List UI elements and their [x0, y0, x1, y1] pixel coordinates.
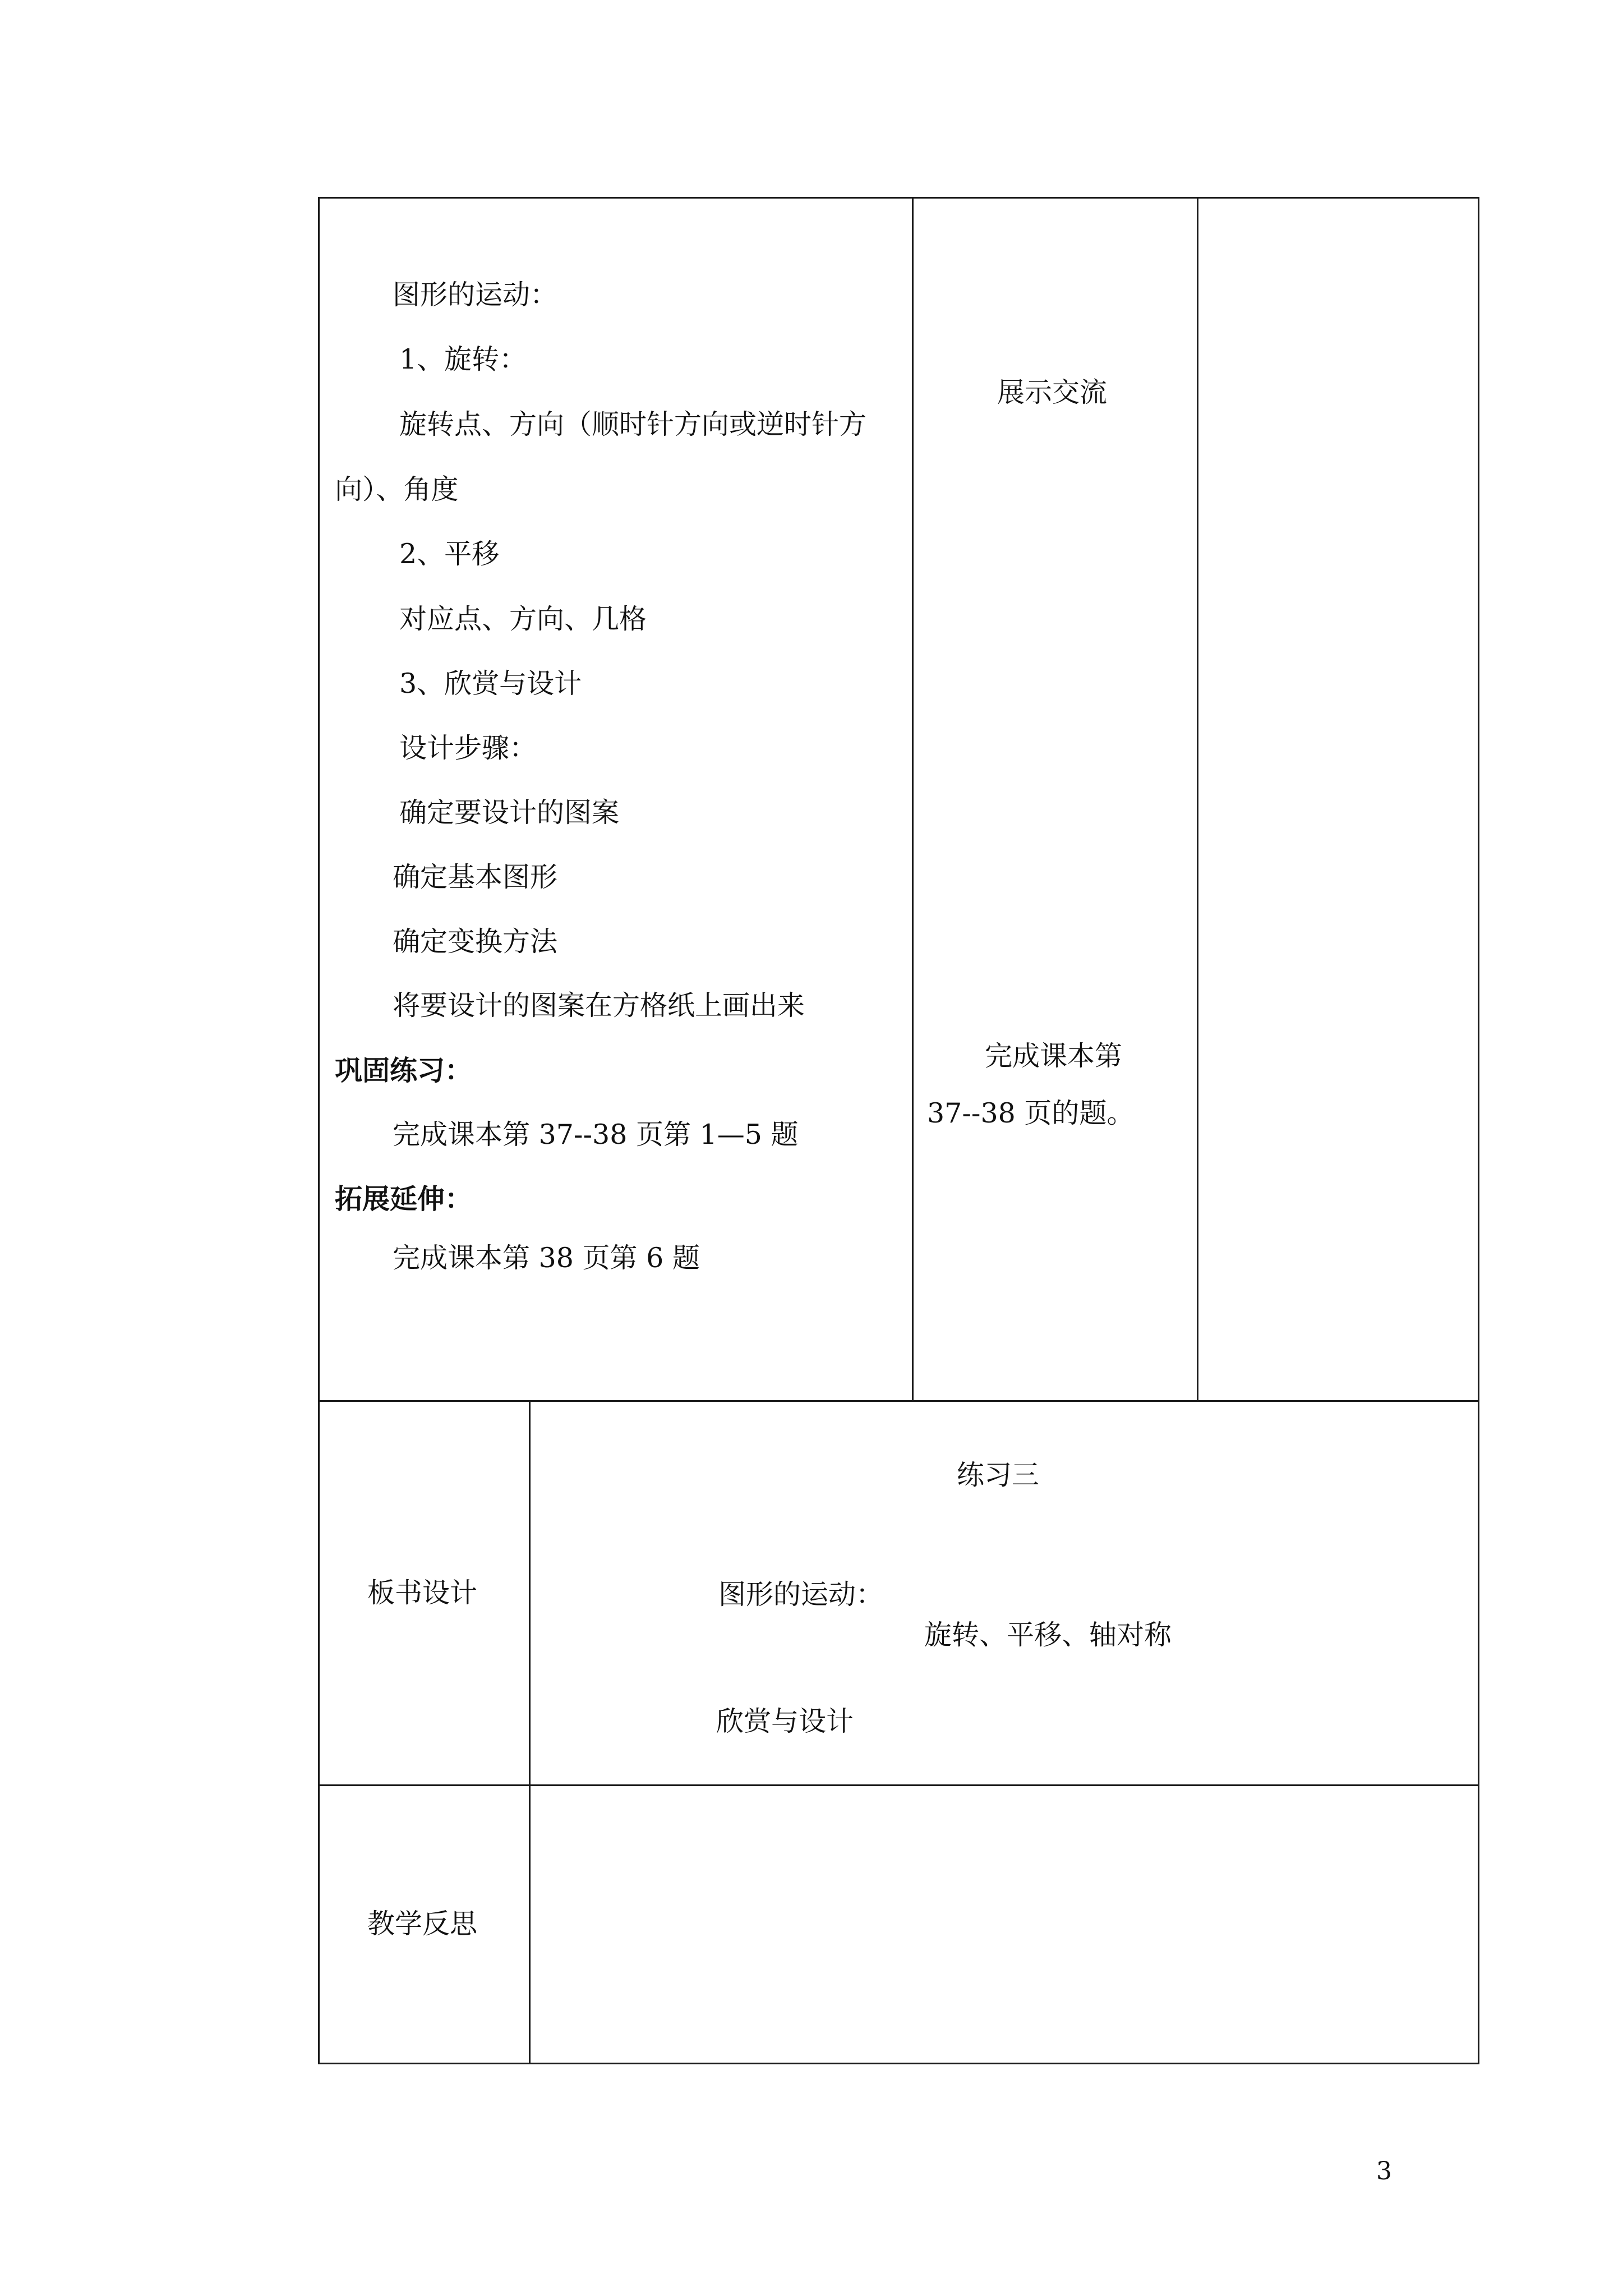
table-border-bottom [318, 2063, 1479, 2064]
design-step-2: 确定基本图形 [393, 861, 558, 893]
table-rule-board-divider [318, 1784, 1479, 1786]
extension-heading: 拓展延伸： [335, 1182, 473, 1215]
translation-title: 2、平移 [399, 538, 500, 570]
table-border-right [1478, 197, 1479, 2064]
showcase-text: 展示交流 [997, 376, 1108, 408]
reflection-label: 教学反思 [367, 1908, 478, 1940]
page-number: 3 [1376, 2157, 1392, 2185]
table-rule-col-activity [1197, 197, 1198, 1402]
table-border-top [318, 197, 1479, 199]
table-rule-col-label [529, 1400, 531, 2064]
rotation-detail-line2: 向）、角度 [335, 473, 459, 505]
translation-detail: 对应点、方向、几格 [399, 603, 647, 635]
rotation-title: 1、旋转： [399, 343, 527, 375]
design-step-1: 确定要设计的图案 [399, 797, 620, 829]
practice-text: 完成课本第 37--38 页第 1—5 题 [393, 1119, 799, 1151]
design-title: 3、欣赏与设计 [399, 668, 582, 700]
design-step-3: 确定变换方法 [393, 926, 558, 958]
board-topic: 图形的运动： [718, 1579, 884, 1611]
design-steps-label: 设计步骤： [399, 732, 537, 764]
table-rule-col-content [912, 197, 914, 1402]
rotation-detail-line1: 旋转点、方向（顺时针方向或逆时针方 [399, 408, 867, 440]
board-design-label: 板书设计 [367, 1577, 478, 1609]
content-heading: 图形的运动： [393, 279, 558, 311]
practice-heading: 巩固练习： [335, 1054, 473, 1087]
table-rule-section-divider [318, 1400, 1479, 1402]
board-items: 旋转、平移、轴对称 [924, 1619, 1172, 1651]
design-step-4: 将要设计的图案在方格纸上画出来 [393, 990, 805, 1022]
board-appreciation: 欣赏与设计 [716, 1705, 854, 1737]
homework-line2: 37--38 页的题。 [927, 1097, 1135, 1129]
board-title: 练习三 [957, 1459, 1040, 1491]
table-border-left [318, 197, 320, 2064]
extension-text: 完成课本第 38 页第 6 题 [393, 1242, 700, 1274]
homework-line1: 完成课本第 [985, 1040, 1123, 1072]
